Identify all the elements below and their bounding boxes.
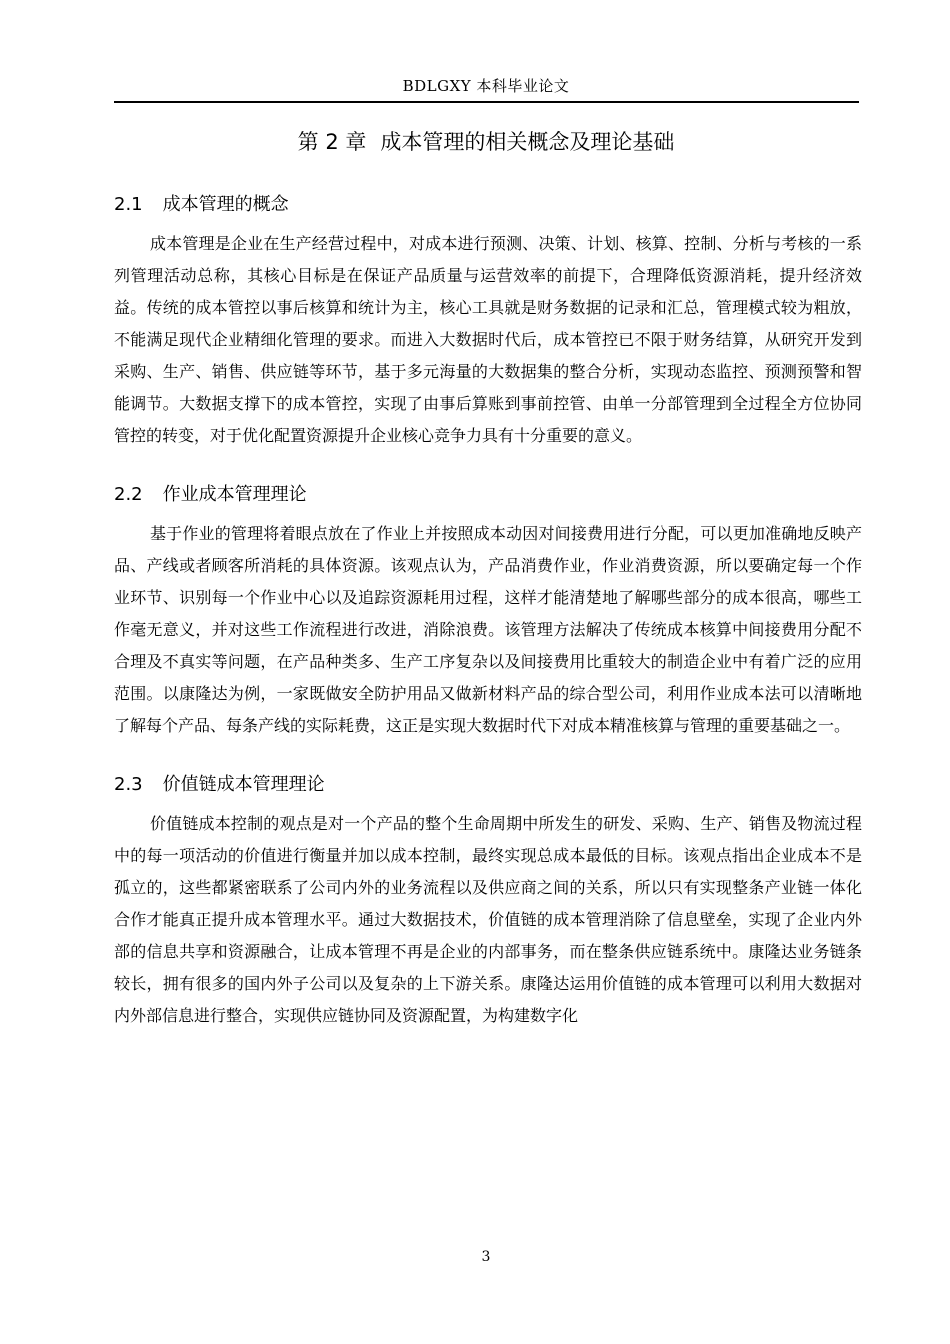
section-heading (114, 192, 862, 218)
chapter-number: 第 2 章 (297, 130, 367, 154)
section-2-2 (114, 482, 862, 742)
section-2-1 (114, 192, 862, 452)
section-heading (114, 772, 862, 798)
running-header: BDLGXY 本科毕业论文 (402, 77, 570, 95)
section-number: 2.2 (114, 484, 143, 505)
section-2-3 (114, 772, 862, 1032)
paragraph: 基于作业的管理将着眼点放在了作业上并按照成本动因对间接费用进行分配，可以更加准确地反映产品、产线或者顾客所消耗的具体资源。该观点认为，产品消费作业，作业消费资源，所以要确定每一个作业环节、识别每一个作业中心以及追踪资源耗用过程，这样才能清楚地了解哪些部分的成本很高，哪些工作毫无意义，并对这些工作流程进行改进，消除浪费。该管理方法解决了传统成本核算中间接费用分配不合理及不真实等问题，在产品种类多、生产工序复杂以及间接费用比重较大的制造企业中有着广泛的应用范围。以康隆达为例，一家既做安全防护用品又做新材料产品的综合型公司，利用作业成本法可以清晰地了解每个产品、每条产线的实际耗费，这正是实现大数据时代下对成本精准核算与管理的重要基础之一。 (114, 524, 862, 735)
section-title: 作业成本管理理论 (162, 484, 307, 505)
header-rule (114, 101, 859, 103)
paragraph: 价值链成本控制的观点是对一个产品的整个生命周期中所发生的研发、采购、生产、销售及物流过程中的每一项活动的价值进行衡量并加以成本控制，最终实现总成本最低的目标。该观点指出企业成本不是孤立的，这些都紧密联系了公司内外的业务流程以及供应商之间的关系，所以只有实现整条产业链一体化合作才能真正提升成本管理水平。通过大数据技术，价值链的成本管理消除了信息壁垒，实现了企业内外部的信息共享和资源融合，让成本管理不再是企业的内部事务，而在整条供应链系统中。康隆达业务链条较长，拥有很多的国内外子公司以及复杂的上下游关系。康隆达运用价值链的成本管理可以利用大数据对内外部信息进行整合，实现供应链协同及资源配置，为构建数字化 (114, 814, 862, 1025)
section-heading (114, 482, 862, 508)
section-gap (114, 742, 862, 772)
chapter-title (114, 127, 858, 157)
body-text (114, 192, 862, 1032)
section-number: 2.3 (114, 774, 143, 795)
section-gap (114, 452, 862, 482)
section-number: 2.1 (114, 194, 143, 215)
page-number: 3 (481, 1249, 491, 1265)
chapter-title-text: 成本管理的相关概念及理论基础 (380, 130, 675, 154)
section-title: 成本管理的概念 (162, 194, 289, 215)
paragraph: 成本管理是企业在生产经营过程中，对成本进行预测、决策、计划、核算、控制、分析与考核的一系列管理活动总称，其核心目标是在保证产品质量与运营效率的前提下，合理降低资源消耗，提升经济效益。传统的成本管控以事后核算和统计为主，核心工具就是财务数据的记录和汇总，管理模式较为粗放，不能满足现代企业精细化管理的要求。而进入大数据时代后，成本管控已不限于财务结算，从研究开发到采购、生产、销售、供应链等环节，基于多元海量的大数据集的整合分析，实现动态监控、预测预警和智能调节。大数据支撑下的成本管控，实现了由事后算账到事前控管、由单一分部管理到全过程全方位协同管控的转变，对于优化配置资源提升企业核心竞争力具有十分重要的意义。 (114, 234, 862, 445)
section-title: 价值链成本管理理论 (162, 774, 325, 795)
